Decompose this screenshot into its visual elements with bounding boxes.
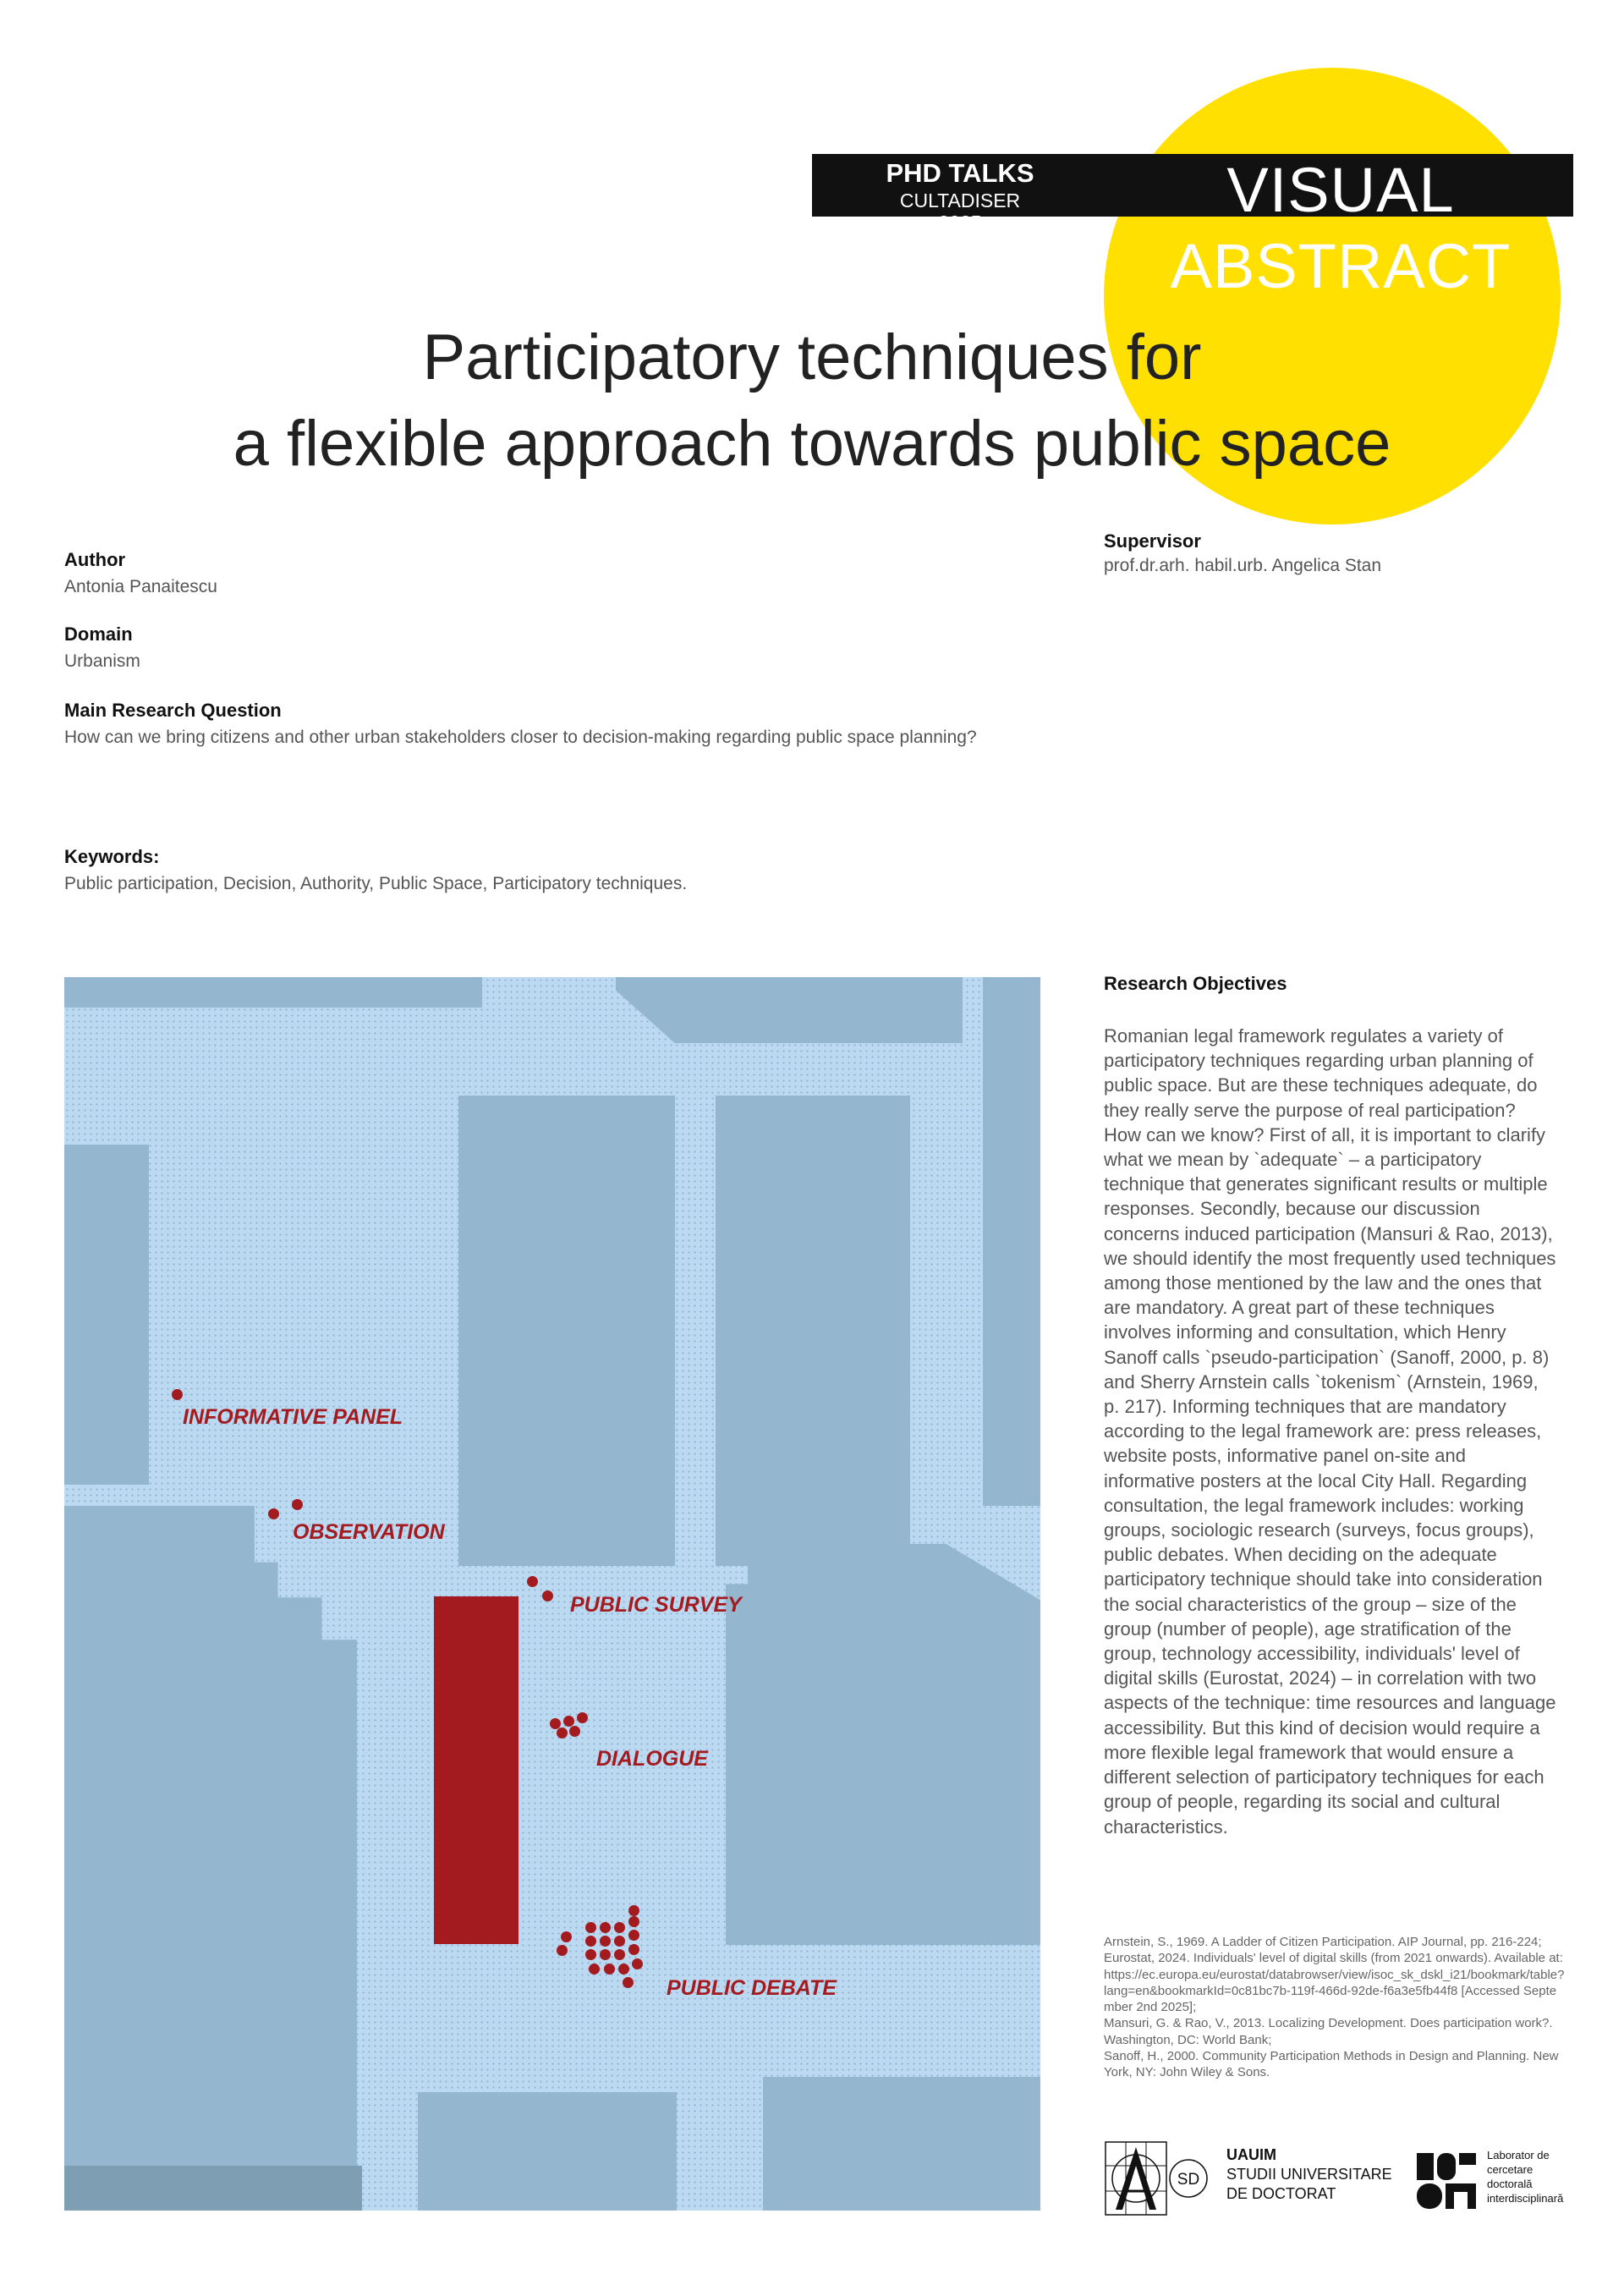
uaium-logo <box>1104 2140 1218 2221</box>
building-block <box>616 977 963 1043</box>
map-label-public-debate: PUBLIC DEBATE <box>667 1976 837 2000</box>
uaium-mark-text: SD <box>1177 2171 1200 2189</box>
participant-dot <box>172 1389 183 1400</box>
event-label: CULTADISER 2025 <box>899 190 1021 233</box>
participant-dot <box>614 1949 625 1960</box>
building-block <box>726 1544 1040 1945</box>
building-block <box>458 1096 675 1566</box>
participant-dot <box>527 1576 538 1587</box>
visual-abstract-heading: VISUAL ABSTRACT <box>1170 155 1512 301</box>
participant-dot <box>585 1949 596 1960</box>
building-block <box>716 1096 910 1566</box>
participant-dot <box>604 1964 615 1975</box>
research-objectives-text: Romanian legal framework regulates a variety of participatory techniques regarding urban planning of public space. But are these techniques adequate, do they really serve the purpose of real participation? How can we know? First of all, it is important to clarify what we mean by `adequate` – a participatory technique that generates significant results or multiple responses. Secondly, because our discussion concerns induced participation (Mansuri & Rao, 2013), we should identify the most frequently used techniques among those mentioned by the law and the ones that are mandatory. A great part of these techniques involves informing and consultation, which Henry Sanoff calls `pseudo-participation` (Sanoff, 2000, p. 8) and Sherry Arnstein calls `tokenism` (Arnstein, 1969, p. 217). Informing techniques that are mandatory according to the legal framework are: press releases, website posts, informative panel on-site and informative posters at the local City Hall. Regarding consultation, the legal framework includes: working groups, sociologic research (surveys, focus groups), public debates. When deciding on the adequate participatory technique should take into consideration the social characteristics of the group – size of the group (number of people), age stratification of the group, technology accessibility, individuals' level of digital skills (Eurostat, 2024) – in correlation with two aspects of the technique: time resources and language accessibility. But this kind of decision would require a more flexible legal framework that would ensure a different selection of participatory techniques for each group of people, regarding its social and cultural characteristics. <box>1104 1025 1556 1837</box>
lab-emblem-icon <box>1417 2153 1478 2209</box>
participant-dot <box>585 1922 596 1933</box>
reference-item: Sanoff, H., 2000. Community Participation Methods in Design and Planning. New York, NY: John Wiley & Sons. <box>1104 2049 1559 2080</box>
public-space-site <box>434 1596 518 1944</box>
lab-logo-text <box>1487 2148 1572 2205</box>
participant-dot <box>628 1905 639 1916</box>
lab-line-1: Laborator de <box>1487 2149 1550 2161</box>
participant-dot <box>623 1977 634 1988</box>
page-title <box>127 315 1497 487</box>
map-label-informative-panel: INFORMATIVE PANEL <box>183 1405 403 1429</box>
title-line-1: Participatory techniques for <box>422 321 1202 393</box>
reference-item: Eurostat, 2024. Individuals' level of digital skills (from 2021 onwards). Available at: https://ec.europa.eu/eurostat/databrowser/view/isoc_sk_dskl_i21/bookmark/table?lang=en&bookmarkId=0c81bc7b-119f-466d-92de-f6a3e5fb44f8 [Accessed September 2nd 2025]; <box>1104 1951 1565 2015</box>
phd-talks-label: PHD TALKS <box>886 158 1034 188</box>
building-block <box>64 2166 362 2211</box>
research-objectives-title: Research Objectives <box>1104 973 1287 994</box>
participant-dot <box>628 1916 639 1927</box>
participant-dot <box>589 1964 600 1975</box>
keywords-label: Keywords: <box>64 846 160 867</box>
participant-dot <box>569 1726 580 1737</box>
participant-dot <box>628 1930 639 1941</box>
participant-dot <box>614 1936 625 1947</box>
public-space-map <box>64 977 1040 2211</box>
supervisor-label: Supervisor <box>1104 530 1201 552</box>
participant-dot <box>600 1922 611 1933</box>
domain-value: Urbanism <box>64 651 140 671</box>
lab-logo <box>1417 2153 1478 2213</box>
author-label: Author <box>64 549 126 570</box>
participant-dot <box>585 1936 596 1947</box>
map-label-public-survey: PUBLIC SURVEY <box>570 1593 742 1617</box>
participant-dot <box>614 1922 625 1933</box>
research-question-label: Main Research Question <box>64 700 282 721</box>
lab-line-2: cercetare <box>1487 2163 1533 2176</box>
participant-dot <box>268 1508 279 1519</box>
uaium-logo-text <box>1226 2145 1392 2204</box>
uaium-emblem-icon <box>1104 2140 1218 2216</box>
participant-dot <box>563 1716 574 1727</box>
building-block <box>983 977 1040 1506</box>
reference-item: Arnstein, S., 1969. A Ladder of Citizen Participation. AIP Journal, pp. 216-224; <box>1104 1935 1542 1949</box>
reference-item: Mansuri, G. & Rao, V., 2013. Localizing Development. Does participation work?. Washington, DC: World Bank; <box>1104 2016 1553 2047</box>
lab-line-3: doctorală <box>1487 2178 1533 2190</box>
research-question-value: How can we bring citizens and other urban stakeholders closer to decision-making regarding public space planning? <box>64 728 977 747</box>
title-line-2: a flexible approach towards public space <box>233 408 1391 480</box>
building-block <box>64 1506 357 2211</box>
keywords-value: Public participation, Decision, Authority, Public Space, Participatory techniques. <box>64 874 688 893</box>
building-block <box>418 2092 677 2211</box>
participant-dot <box>632 1958 643 1969</box>
participant-dot <box>557 1945 568 1956</box>
map-label-observation: OBSERVATION <box>293 1520 445 1544</box>
supervisor-value: prof.dr.arh. habil.urb. Angelica Stan <box>1104 556 1382 575</box>
participant-dot <box>561 1931 572 1942</box>
map-label-dialogue: DIALOGUE <box>596 1747 708 1771</box>
participant-dot <box>628 1944 639 1955</box>
participant-dot <box>577 1712 588 1723</box>
participant-dot <box>600 1936 611 1947</box>
participant-dot <box>557 1727 568 1738</box>
building-block <box>64 977 482 1008</box>
lab-line-4: interdisciplinară <box>1487 2192 1564 2205</box>
uaium-line-3: DE DOCTORAT <box>1226 2185 1336 2202</box>
uaium-name: UAUIM <box>1226 2146 1276 2163</box>
references-list <box>1104 1934 1565 2081</box>
building-block <box>763 2077 1040 2211</box>
uaium-line-2: STUDII UNIVERSITARE <box>1226 2166 1392 2183</box>
participant-dot <box>292 1499 303 1510</box>
participant-dot <box>542 1590 553 1601</box>
participant-dot <box>618 1964 629 1975</box>
domain-label: Domain <box>64 623 133 645</box>
building-block <box>64 1145 149 1485</box>
participant-dot <box>600 1949 611 1960</box>
author-value: Antonia Panaitescu <box>64 577 217 596</box>
